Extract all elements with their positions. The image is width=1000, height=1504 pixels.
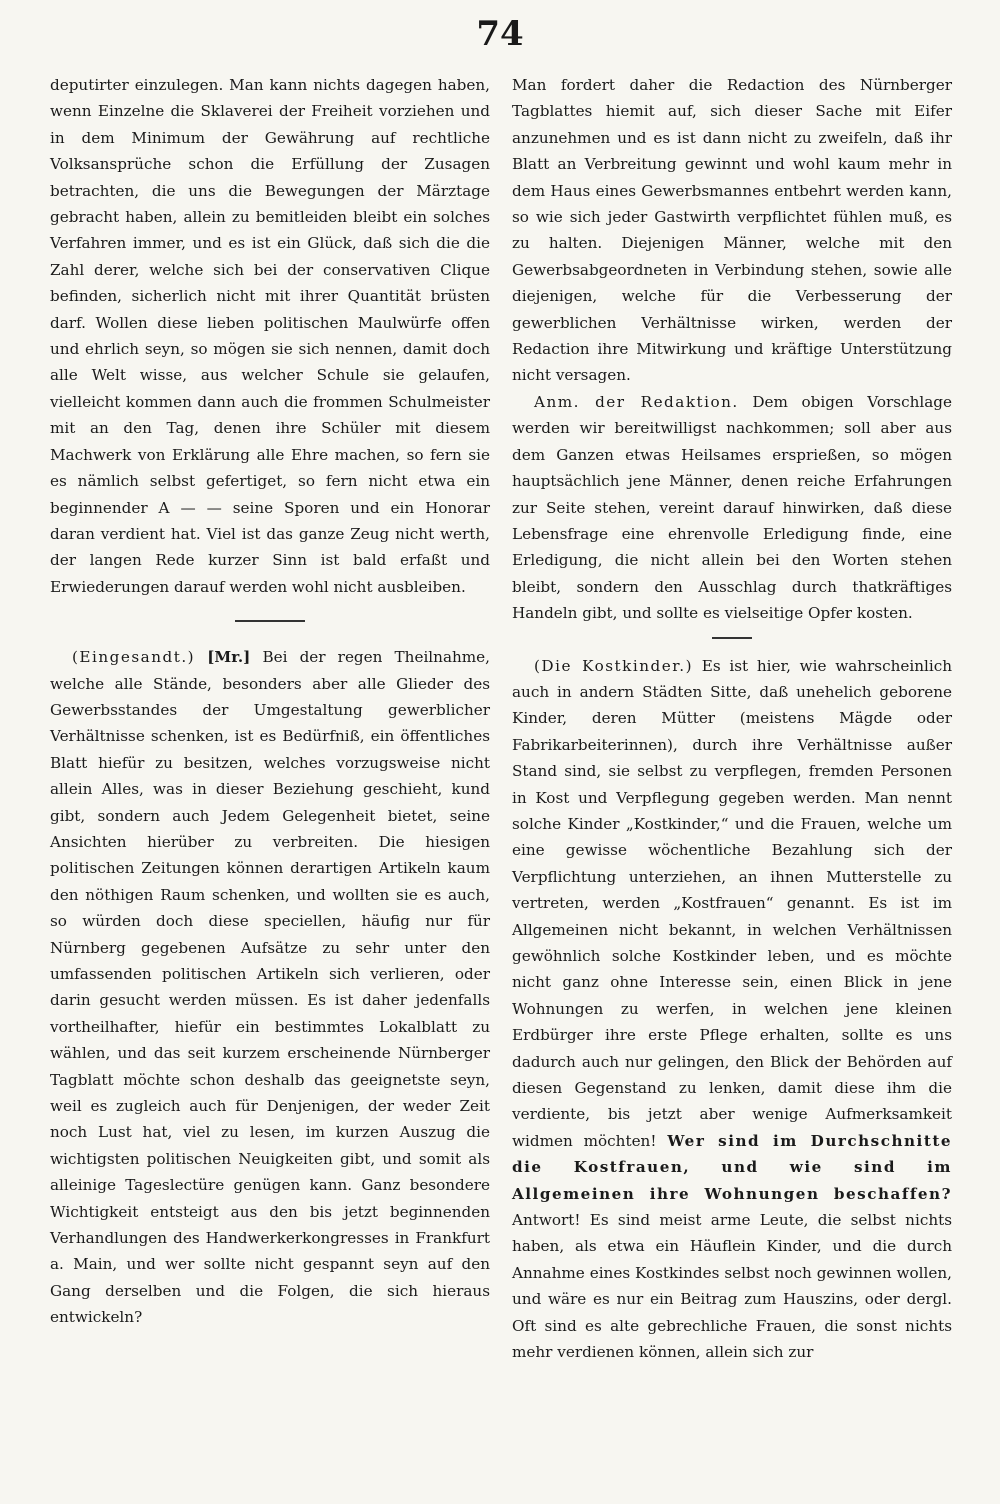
right-column (512, 72, 952, 1366)
kostkinder-label: (Die Kostkinder.) (534, 656, 694, 675)
author-signature: [Mr.] (207, 648, 251, 667)
kostkinder-question: Wer sind im Durchschnitte die Kostfrauen, und wie sind im Allgemeinen ihre Wohnungen beschaffen? (512, 1131, 953, 1203)
article-label: (Eingesandt.) (72, 648, 196, 667)
kostkinder-body: Es ist hier, wie wahrscheinlich auch in andern Städten Sitte, daß unehelich geborene Kinder, deren Mütter (meistens Mägde oder Fabrikarbeiterinnen), durch ihre Verhältnisse außer Stand sind, sie selbst zu verpflegen, fremden Personen in Kost und Verpflegung gegeben werden. Man nennt solche Kinder „Kostkinder,“ und die Frauen, welche um eine gewisse wöchentliche Bezahlung sich der Verpflichtung unterziehen, an ihnen Mutterstelle zu vertreten, werden „Kostfrauen“ genannt. Es ist im Allgemeinen nicht bekannt, in welchen Verhältnissen gewöhnlich solche Kostkinder leben, und es möchte nicht ganz ohne Interesse sein, einen Blick in jene Wohnungen zu werfen, in welchen jene kleinen Erdbürger ihre erste Pflege erhalten, sollte es uns dadurch auch nur gelingen, den Blick der Behörden auf diesen Gegenstand zu lenken, damit diese ihm die verdiente, bis jetzt aber wenige Aufmerksamkeit widmen möchten! (512, 656, 952, 1150)
article-kostkinder (512, 653, 952, 1366)
section-divider (235, 620, 305, 622)
page-number: 74 (476, 14, 524, 54)
left-column (50, 72, 490, 1331)
article-eingesandt (50, 644, 490, 1331)
editor-note-body: Dem obigen Vorschlage werden wir bereitwilligst nachkommen; soll aber aus dem Ganzen etwas Heilsames ersprießen, so mögen hauptsächlich jene Männer, denen reiche Erfahrungen zur Seite stehen, vereint darauf hinwirken, daß diese Lebensfrage eine ehrenvolle Erledigung finde, eine Erledigung, die nicht allein bei den Worten stehen bleibt, sondern den Ausschlag durch thatkräftiges Handeln gibt, und sollte es vielseitige Opfer kosten. (512, 392, 952, 623)
section-divider-right (712, 637, 752, 639)
editor-note-label: Anm. der Redaktion. (534, 392, 739, 411)
editor-note (512, 389, 952, 627)
article-continuation-right: Man fordert daher die Redaction des Nürnberger Tagblattes hiemit auf, sich dieser Sache mit Eifer anzunehmen und es ist dann nicht zu zweifeln, daß ihr Blatt an Verbreitung gewinnt und wohl kaum mehr in dem Haus eines Gewerbsmannes entbehrt werden kann, so wie sich jeder Gastwirth verpflichtet fühlen muß, es zu halten. Diejenigen Männer, welche mit den Gewerbsabgeordneten in Verbindung stehen, sowie alle diejenigen, welche für die Verbesserung der gewerblichen Verhältnisse wirken, werden der Redaction ihre Mitwirkung und kräftige Unterstützung nicht versagen. (512, 76, 952, 385)
kostkinder-answer: Antwort! Es sind meist arme Leute, die selbst nichts haben, als etwa ein Häuflein Kinder, und die durch Annahme eines Kostkindes selbst noch gewinnen wollen, und wäre es nur ein Beitrag zum Hauszins, oder dergl. Oft sind es alte gebrechliche Frauen, die sonst nichts mehr verdienen können, allein sich zur (512, 1211, 952, 1362)
article-body: Bei der regen Theilnahme, welche alle Stände, besonders aber alle Glieder des Gewerbsstandes der Umgestaltung gewerblicher Verhältnisse schenken, ist es Bedürfniß, ein öffentliches Blatt hiefür zu besitzen, welches vorzugsweise nicht allein Alles, was in dieser Beziehung geschieht, kund gibt, sondern auch Jedem Gelegenheit bietet, seine Ansichten hierüber zu verbreiten. Die hiesigen politischen Zeitungen können derartigen Artikeln kaum den nöthigen Raum schenken, und wollten sie es auch, so würden doch diese speciellen, häufig nur für Nürnberg gegebenen Aufsätze zu sehr unter den umfassenden politischen Artikeln sich verlieren, oder darin gesucht werden müssen. Es ist daher jedenfalls vortheilhafter, hiefür ein bestimmtes Lokalblatt zu wählen, und das seit kurzem erscheinende Nürnberger Tagblatt möchte schon deshalb das geeignetste seyn, weil es zugleich auch für Denjenigen, der weder Zeit noch Lust hat, viel zu lesen, im kurzen Auszug die wichtigsten politischen Neuigkeiten gibt, und somit als alleinige Tageslectüre genügen kann. Ganz besondere Wichtigkeit entsteigt aus den bis jetzt beginnenden Verhandlungen des Handwerkerkongresses in Frankfurt a. Main, und wer sollte nicht gespannt seyn auf den Gang derselben und die Folgen, die sich hieraus entwickeln? (50, 648, 491, 1327)
article-continuation: deputirter einzulegen. Man kann nichts dagegen haben, wenn Einzelne die Sklaverei der Freiheit vorziehen und in dem Minimum der Gewährung auf rechtliche Volksansprüche schon die Erfüllung der Zusagen betrachten, die uns die Bewegungen der Märztage gebracht haben, allein zu bemitleiden bleibt ein solches Verfahren immer, und es ist ein Glück, daß sich die die Zahl derer, welche sich bei der conservativen Clique befinden, sicherlich nicht mit ihrer Quantität brüsten darf. Wollen diese lieben politischen Maulwürfe offen und ehrlich seyn, so mögen sie sich nennen, damit doch alle Welt wisse, aus welcher Schule sie gelaufen, vielleicht kommen dann auch die frommen Schulmeister mit an den Tag, denen ihre Schüler mit diesem Machwerk von Erklärung alle Ehre machen, so fern sie es nämlich selbst gefertiget, so fern nicht etwa ein beginnender A — — seine Sporen und ein Honorar daran verdient hat. Viel ist das ganze Zeug nicht werth, der langen Rede kurzer Sinn ist bald erfaßt und Erwiederungen darauf werden wohl nicht ausbleiben. (50, 76, 490, 596)
